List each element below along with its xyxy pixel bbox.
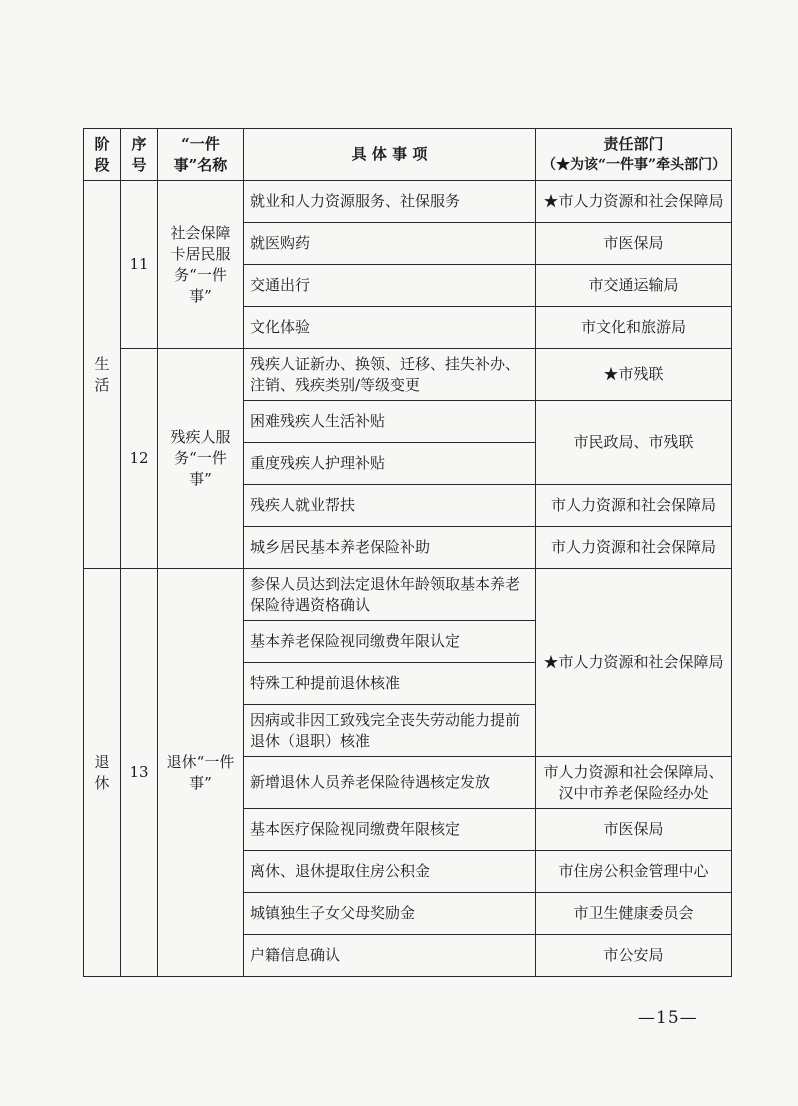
item-cell: 基本医疗保险视同缴费年限核定	[244, 809, 536, 851]
item-cell: 基本养老保险视同缴费年限认定	[244, 621, 536, 663]
item-cell: 残疾人证新办、换领、迁移、挂失补办、注销、残疾类别/等级变更	[244, 349, 536, 401]
header-dept-title: 责任部门	[603, 134, 664, 153]
name-cell: 残疾人服务“一件事”	[158, 349, 244, 569]
table-row	[84, 349, 732, 401]
item-cell: 残疾人就业帮扶	[244, 485, 536, 527]
item-cell: 文化体验	[244, 307, 536, 349]
dept-cell: ★市人力资源和社会保障局	[536, 181, 732, 223]
header-row	[84, 129, 732, 181]
item-cell: 特殊工种提前退休核准	[244, 663, 536, 705]
name-cell: 社会保障卡居民服务“一件事”	[158, 181, 244, 349]
dept-cell: 市民政局、市残联	[536, 401, 732, 485]
dept-cell: 市人力资源和社会保障局、汉中市养老保险经办处	[536, 757, 732, 809]
page-number: —15—	[638, 1008, 698, 1028]
dept-cell: 市医保局	[536, 809, 732, 851]
dept-cell: ★市人力资源和社会保障局	[536, 569, 732, 757]
item-cell: 就医购药	[244, 223, 536, 265]
item-cell: 交通出行	[244, 265, 536, 307]
item-cell: 就业和人力资源服务、社保服务	[244, 181, 536, 223]
stage-cell: 退休	[84, 569, 121, 977]
dept-cell: 市住房公积金管理中心	[536, 851, 732, 893]
header-stage: 阶段	[84, 129, 121, 181]
dept-cell: 市人力资源和社会保障局	[536, 485, 732, 527]
header-dept	[536, 129, 732, 181]
responsibility-table	[83, 128, 732, 977]
dept-cell: 市文化和旅游局	[536, 307, 732, 349]
seq-cell: 12	[121, 349, 158, 569]
dept-cell: 市人力资源和社会保障局	[536, 527, 732, 569]
table-row	[84, 569, 732, 621]
table-row	[84, 181, 732, 223]
item-cell: 困难残疾人生活补贴	[244, 401, 536, 443]
header-item: 具 体 事 项	[244, 129, 536, 181]
item-cell: 参保人员达到法定退休年龄领取基本养老保险待遇资格确认	[244, 569, 536, 621]
header-seq: 序号	[121, 129, 158, 181]
dept-cell: ★市残联	[536, 349, 732, 401]
dept-cell: 市公安局	[536, 935, 732, 977]
seq-cell: 11	[121, 181, 158, 349]
item-cell: 离休、退休提取住房公积金	[244, 851, 536, 893]
seq-cell: 13	[121, 569, 158, 977]
dept-cell: 市卫生健康委员会	[536, 893, 732, 935]
item-cell: 因病或非因工致残完全丧失劳动能力提前退休（退职）核准	[244, 705, 536, 757]
item-cell: 新增退休人员养老保险待遇核定发放	[244, 757, 536, 809]
item-cell: 重度残疾人护理补贴	[244, 443, 536, 485]
header-name: “一件事”名称	[158, 129, 244, 181]
header-dept-note: （★为该“一件事”牵头部门）	[542, 156, 727, 173]
dept-cell: 市医保局	[536, 223, 732, 265]
stage-cell: 生活	[84, 181, 121, 569]
item-cell: 城镇独生子女父母奖励金	[244, 893, 536, 935]
item-cell: 城乡居民基本养老保险补助	[244, 527, 536, 569]
item-cell: 户籍信息确认	[244, 935, 536, 977]
name-cell: 退休“一件事”	[158, 569, 244, 977]
dept-cell: 市交通运输局	[536, 265, 732, 307]
